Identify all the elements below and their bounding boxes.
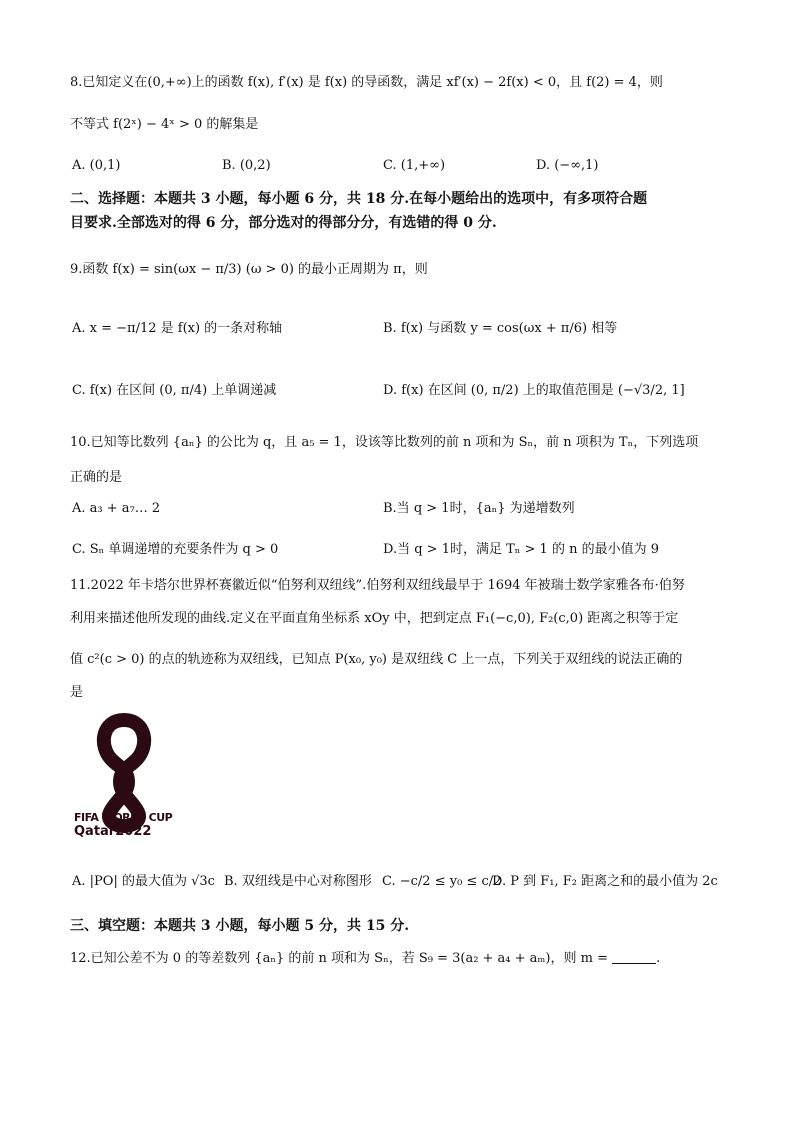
logo-caption-line1: FIFA WORLD CUP: [74, 811, 173, 824]
q12-period: .: [656, 951, 661, 966]
section3-header: 三、填空题：本题共 3 小题，每小题 5 分，共 15 分.: [70, 918, 410, 934]
q8-option-b: B. (0,2): [222, 158, 271, 173]
q10-option-b: B.当 q > 1时，{aₙ} 为递增数列: [383, 501, 575, 516]
fifa-world-cup-logo: [72, 712, 176, 842]
q12-stem: [70, 950, 724, 968]
q10-option-c: C. Sₙ 单调递增的充要条件为 q > 0: [72, 542, 279, 557]
q8-stem-line1: 8.已知定义在(0,+∞)上的函数 f(x), f′(x) 是 f(x) 的导函数，满足 xf′(x) − 2f(x) < 0，且 f(2) = 4，则: [70, 75, 663, 90]
q9-option-b: B. f(x) 与函数 y = cos(ωx + π/6) 相等: [383, 321, 618, 336]
q11-stem-line3: 值 c²(c > 0) 的点的轨迹称为双纽线，已知点 P(x₀, y₀) 是双纽线 C 上一点，下列关于双纽线的说法正确的: [70, 652, 683, 667]
q8-option-a: A. (0,1): [72, 158, 121, 173]
q10-option-d: D.当 q > 1时，满足 Tₙ > 1 的 n 的最小值为 9: [383, 542, 660, 557]
section2-header-line2: 目要求.全部选对的得 6 分，部分选对的得部分分，有选错的得 0 分.: [70, 215, 497, 231]
q8-stem-line2: 不等式 f(2ˣ) − 4ˣ > 0 的解集是: [70, 117, 259, 132]
q11-option-a: A. |PO| 的最大值为 √3c: [72, 874, 215, 889]
q9-stem: 9.函数 f(x) = sin(ωx − π/3) (ω > 0) 的最小正周期为 π，则: [70, 262, 428, 277]
q9-option-a: A. x = −π/12 是 f(x) 的一条对称轴: [72, 321, 283, 336]
q8-option-d: D. (−∞,1): [536, 158, 599, 173]
q11-option-b: B. 双纽线是中心对称图形: [224, 874, 372, 889]
q9-option-d: D. f(x) 在区间 (0, π/2) 上的取值范围是 (−√3/2, 1]: [383, 383, 685, 398]
q11-stem-line1: 11.2022 年卡塔尔世界杯赛徽近似“伯努利双纽线”.伯努利双纽线最早于 1694 年被瑞士数学家雅各布·伯努: [70, 578, 685, 593]
q11-stem-line4: 是: [70, 685, 84, 700]
q12-answer-blank[interactable]: [612, 951, 656, 964]
q8-option-c: C. (1,+∞): [383, 158, 446, 173]
q9-option-c: C. f(x) 在区间 (0, π/4) 上单调递减: [72, 383, 277, 398]
q11-stem-line2: 利用来描述他所发现的曲线.定义在平面直角坐标系 xOy 中，把到定点 F₁(−c,0), F₂(c,0) 距离之积等于定: [70, 611, 679, 626]
q12-text: 12.已知公差不为 0 的等差数列 {aₙ} 的前 n 项和为 Sₙ，若 S₉ = 3(a₂ + a₄ + aₘ)，则 m =: [70, 951, 608, 966]
q10-stem-line1: 10.已知等比数列 {aₙ} 的公比为 q，且 a₅ = 1，设该等比数列的前 n 项和为 Sₙ，前 n 项积为 Tₙ，下列选项: [70, 435, 699, 450]
q10-option-a: A. a₃ + a₇… 2: [72, 501, 161, 516]
section2-header-line1: 二、选择题：本题共 3 小题，每小题 6 分，共 18 分.在每小题给出的选项中，有多项符合题: [70, 191, 648, 207]
logo-caption-line2: Qatar2022: [74, 824, 152, 839]
q10-stem-line2: 正确的是: [70, 470, 123, 485]
q11-option-d: D. P 到 F₁, F₂ 距离之和的最小值为 2c: [492, 874, 718, 889]
q11-option-c: C. −c/2 ≤ y₀ ≤ c/2: [382, 874, 502, 889]
